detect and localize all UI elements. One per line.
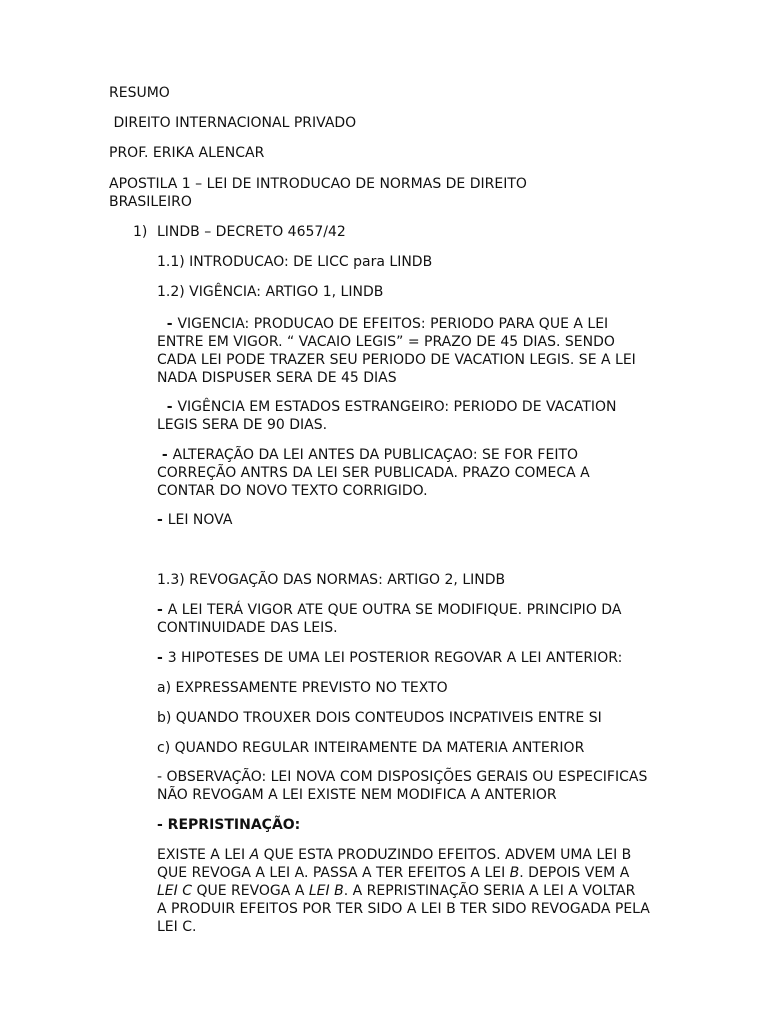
vigencia-paragraph-line1 bbox=[157, 315, 608, 334]
subsection-1-2-title: 1.2) VIGÊNCIA: ARTIGO 1, LINDB bbox=[157, 284, 384, 300]
paragraph-text: . DEPOIS VEM A bbox=[519, 865, 630, 881]
bullet-dash: - bbox=[157, 602, 168, 618]
doc-professor: PROF. ERIKA ALENCAR bbox=[109, 145, 265, 161]
paragraph-text: VIGENCIA: PRODUCAO DE EFEITOS: PERIODO PARA QUE A LEI bbox=[177, 316, 609, 332]
bullet-dash: - bbox=[157, 512, 168, 528]
paragraph-text: 3 HIPOTESES DE UMA LEI POSTERIOR REGOVAR A LEI ANTERIOR: bbox=[167, 650, 623, 666]
vigor-paragraph-line1 bbox=[157, 601, 621, 620]
repristinacao-title: - REPRISTINAÇÃO: bbox=[157, 817, 301, 833]
paragraph-text: VIGÊNCIA EM ESTADOS ESTRANGEIRO: PERIODO DE VACATION bbox=[177, 399, 617, 415]
bullet-dash: - bbox=[157, 447, 173, 463]
alteracao-lei-line1 bbox=[157, 446, 578, 465]
repristinacao-line4: A PRODUIR EFEITOS POR TER SIDO A LEI B TER SIDO REVOGADA PELA bbox=[157, 901, 650, 917]
vigencia-paragraph-line2: ENTRE EM VIGOR. “ VACAIO LEGIS” = PRAZO DE 45 DIAS. SENDO bbox=[157, 334, 615, 350]
hipotese-item-a: a) EXPRESSAMENTE PREVISTO NO TEXTO bbox=[157, 680, 448, 696]
vigencia-estrangeiro-line2: LEGIS SERA DE 90 DIAS. bbox=[157, 417, 328, 433]
bullet-dash: - bbox=[157, 650, 168, 666]
alteracao-lei-line3: CONTAR DO NOVO TEXTO CORRIGIDO. bbox=[157, 483, 428, 499]
paragraph-text: QUE REVOGA A LEI A. PASSA A TER EFEITOS A LEI bbox=[157, 865, 510, 881]
observacao-line1: - OBSERVAÇÃO: LEI NOVA COM DISPOSIÇÕES GERAIS OU ESPECIFICAS bbox=[157, 769, 648, 785]
doc-subject: DIREITO INTERNACIONAL PRIVADO bbox=[109, 115, 357, 131]
repristinacao-line5: LEI C. bbox=[157, 919, 197, 935]
vigencia-estrangeiro-line1 bbox=[157, 398, 616, 417]
hipotese-item-b: b) QUANDO TROUXER DOIS CONTEUDOS INCPATIVEIS ENTRE SI bbox=[157, 710, 602, 726]
italic-text: LEI C bbox=[157, 883, 192, 899]
doc-label-resumo: RESUMO bbox=[109, 85, 170, 101]
paragraph-text: A LEI TERÁ VIGOR ATE QUE OUTRA SE MODIFIQUE. PRINCIPIO DA bbox=[167, 602, 622, 618]
bullet-dash: - bbox=[157, 399, 178, 415]
italic-text: LEI B bbox=[308, 883, 344, 899]
repristinacao-line1 bbox=[157, 846, 631, 865]
vigor-paragraph-line2: CONTINUIDADE DAS LEIS. bbox=[157, 620, 338, 636]
subsection-1-3-title: 1.3) REVOGAÇÃO DAS NORMAS: ARTIGO 2, LINDB bbox=[157, 572, 506, 588]
hipoteses-line bbox=[157, 649, 622, 668]
paragraph-text: . A REPRISTINAÇÃO SERIA A LEI A VOLTAR bbox=[343, 883, 636, 899]
alteracao-lei-line2: CORREÇÃO ANTRS DA LEI SER PUBLICADA. PRAZO COMECA A bbox=[157, 465, 590, 481]
paragraph-text: LEI NOVA bbox=[167, 512, 233, 528]
repristinacao-line2 bbox=[157, 864, 629, 883]
section-1-number: 1) bbox=[133, 224, 148, 240]
vigencia-paragraph-line4: NADA DISPUSER SERA DE 45 DIAS bbox=[157, 370, 397, 386]
observacao-line2: NÃO REVOGAM A LEI EXISTE NEM MODIFICA A ANTERIOR bbox=[157, 787, 557, 803]
section-1-title: LINDB – DECRETO 4657/42 bbox=[157, 224, 346, 240]
italic-text: B bbox=[509, 865, 520, 881]
apostila-title-line1: APOSTILA 1 – LEI DE INTRODUCAO DE NORMAS DE DIREITO bbox=[109, 176, 527, 192]
hipotese-item-c: c) QUANDO REGULAR INTEIRAMENTE DA MATERIA ANTERIOR bbox=[157, 740, 585, 756]
lei-nova-line bbox=[157, 511, 232, 530]
repristinacao-line3 bbox=[157, 882, 635, 901]
subsection-1-1-title: 1.1) INTRODUCAO: DE LICC para LINDB bbox=[157, 254, 433, 270]
italic-text: A bbox=[249, 847, 260, 863]
paragraph-text: QUE REVOGA A bbox=[192, 883, 309, 899]
paragraph-text: ALTERAÇÃO DA LEI ANTES DA PUBLICAÇAO: SE FOR FEITO bbox=[172, 447, 579, 463]
paragraph-text: QUE ESTA PRODUZINDO EFEITOS. ADVEM UMA LEI B bbox=[259, 847, 632, 863]
apostila-title-line2: BRASILEIRO bbox=[109, 194, 192, 210]
bullet-dash: - bbox=[157, 316, 178, 332]
vigencia-paragraph-line3: CADA LEI PODE TRAZER SEU PERIODO DE VACATION LEGIS. SE A LEI bbox=[157, 352, 636, 368]
paragraph-text: EXISTE A LEI bbox=[157, 847, 250, 863]
